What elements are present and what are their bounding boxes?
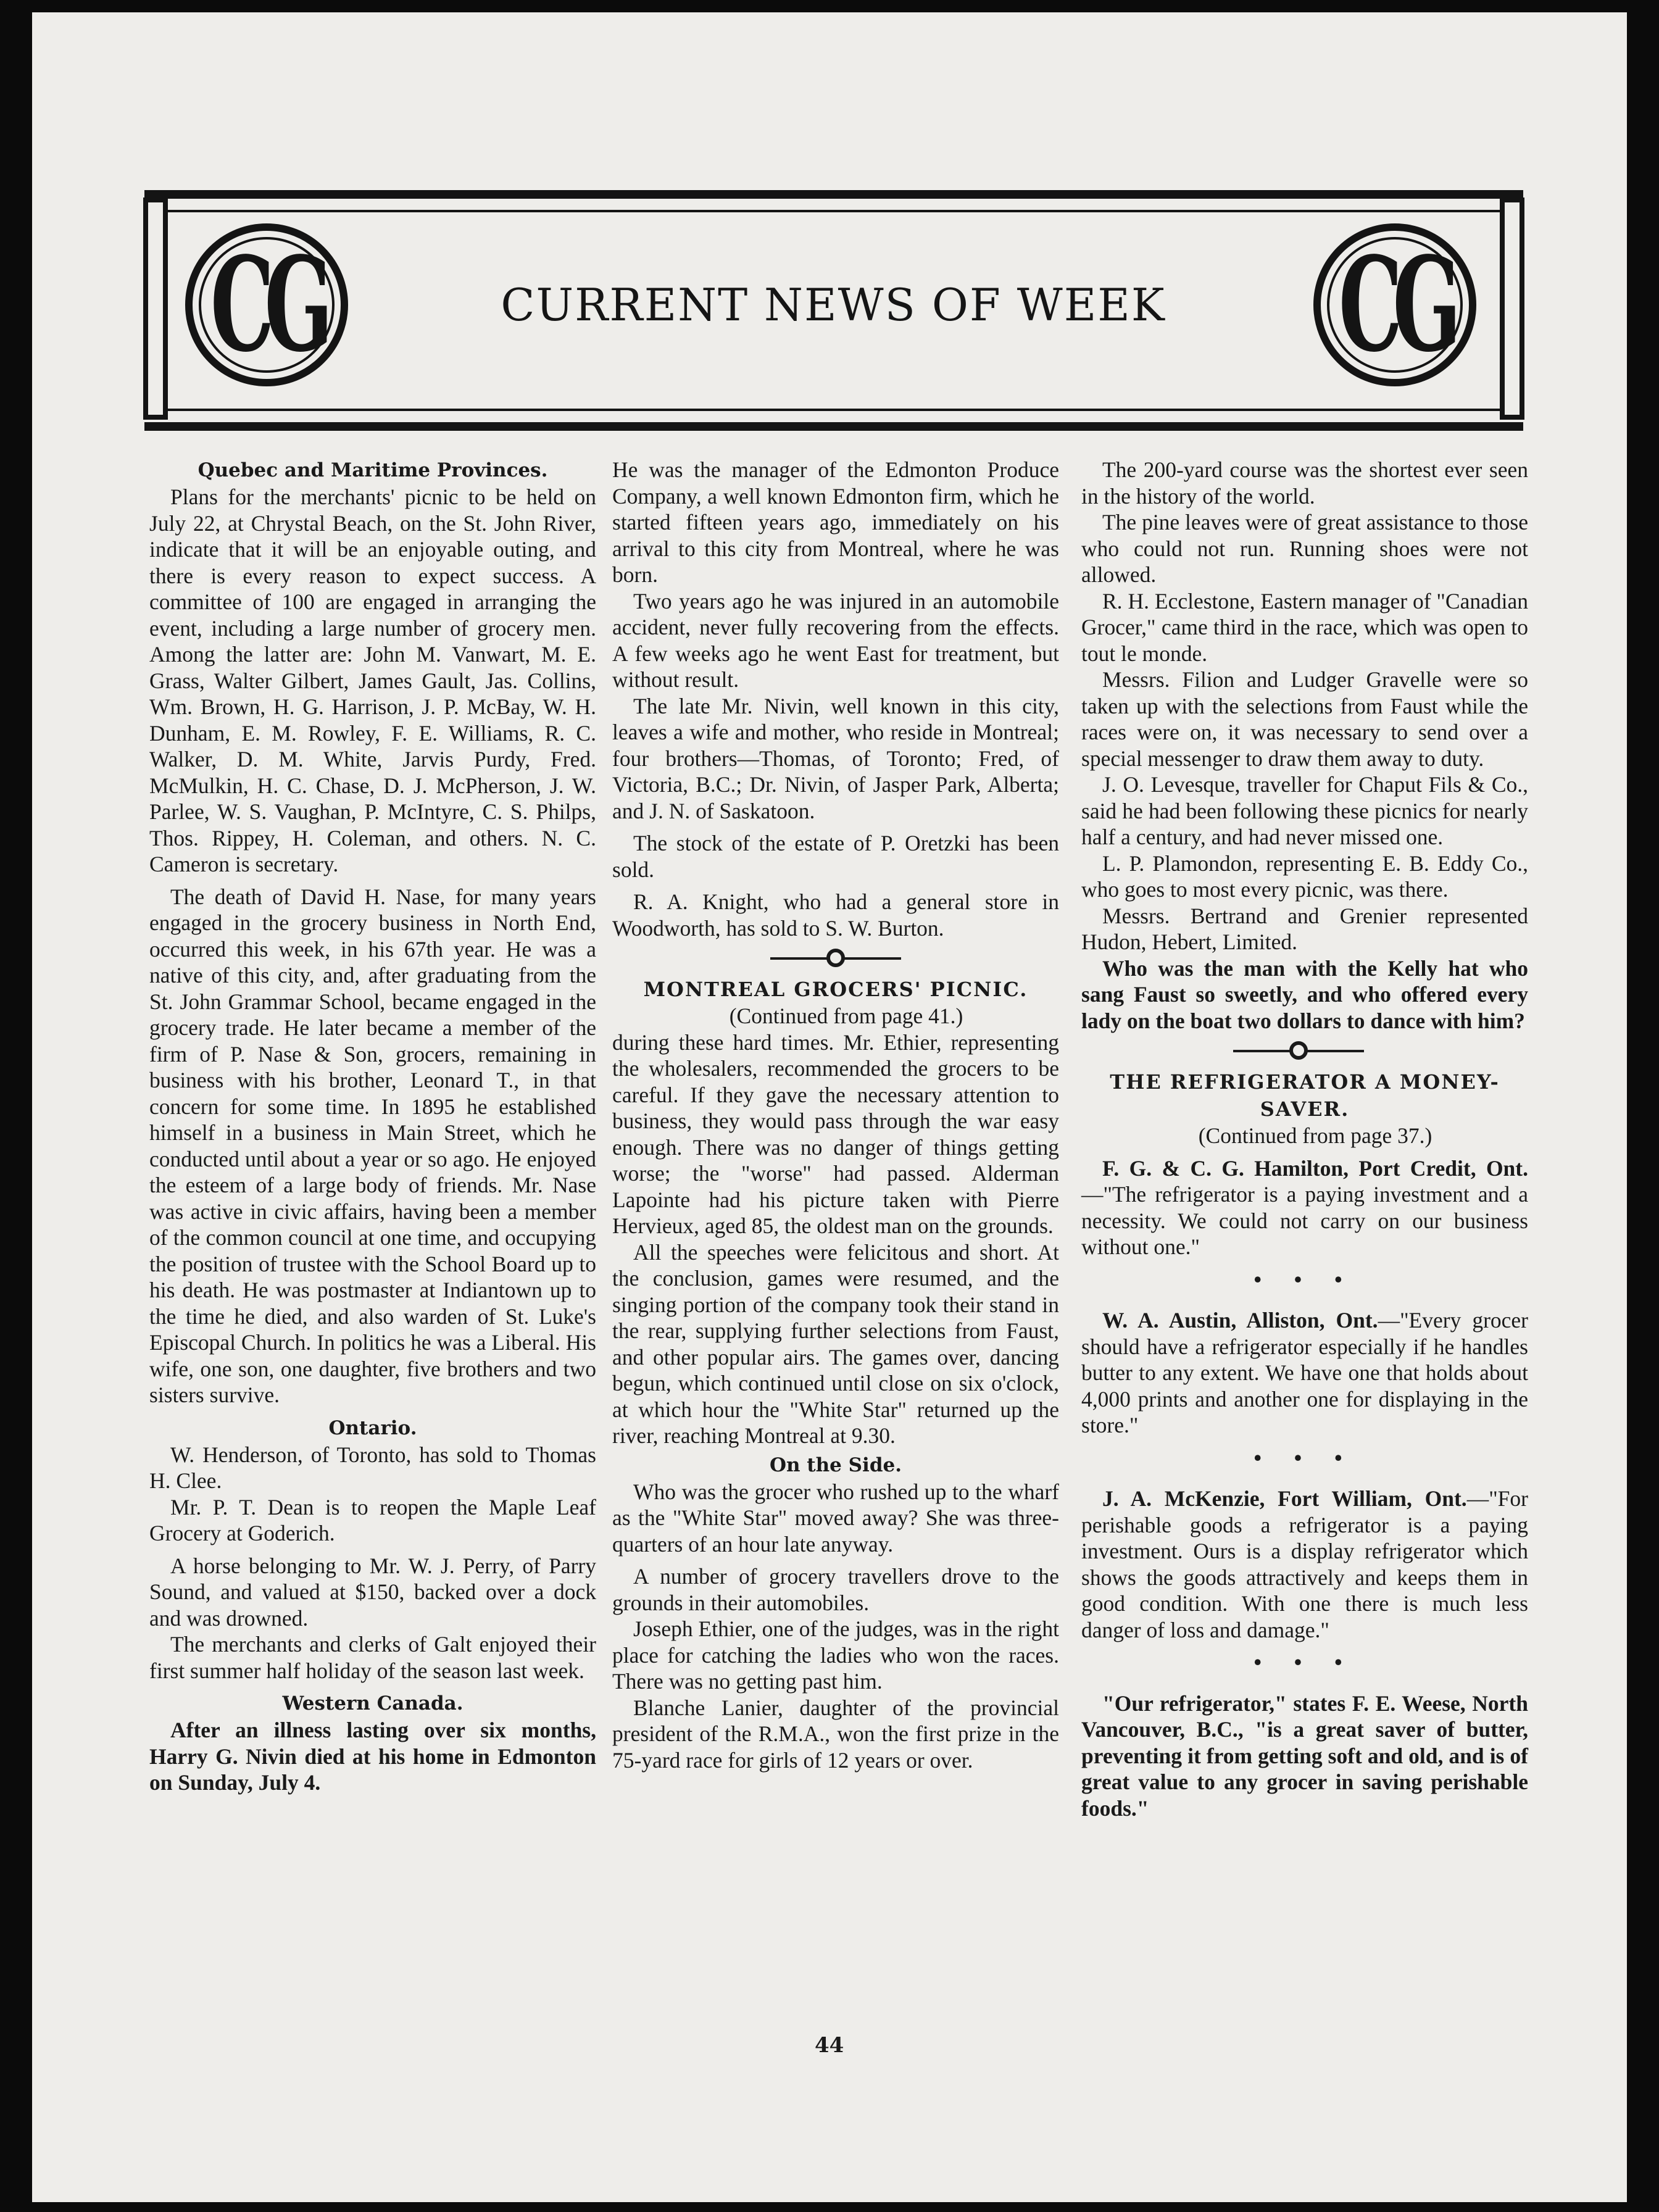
paragraph: Joseph Ethier, one of the judges, was in the right place for catching the ladies who won the races. There was no getting past him. (612, 1616, 1059, 1694)
quote-source: F. G. & C. G. Hamilton, Port Credit, Ont. (1102, 1155, 1528, 1181)
paragraph: Two years ago he was injured in an automobile accident, never fully recovering from the effects. A few weeks ago he went East for treatment, but without result. (612, 588, 1059, 692)
column-2 (612, 457, 1059, 1773)
section-heading-side: On the Side. (769, 1453, 902, 1476)
paragraph: The stock of the estate of P. Oretzki has been sold. (612, 831, 1059, 882)
quote-text: —"For perishable goods a refrigerator is a paying investment. Ours is a display refrigerator which shows the goods attractively and keeps them in good condition. With one there is much less danger of loss and damage." (1081, 1486, 1528, 1642)
paragraph: A horse belonging to Mr. W. J. Perry, of Parry Sound, and valued at $150, backed over a dock and was drowned. (149, 1553, 596, 1631)
paragraph: A number of grocery travellers drove to the grounds in their automobiles. (612, 1564, 1059, 1615)
cg-logo-right (1313, 223, 1476, 386)
section-heading-western: Western Canada. (282, 1692, 464, 1715)
section-heading-picnic: MONTREAL GROCERS' PICNIC. (643, 978, 1028, 1001)
quote-text: —"The refrigerator is a paying investment and a necessity. We could not carry on our business without one." (1081, 1182, 1528, 1259)
separator-stars: • • • (1254, 1650, 1356, 1674)
column-1 (149, 457, 596, 1796)
logo-text: CG (210, 228, 323, 381)
paragraph: Who was the man with the Kelly hat who sang Faust so sweetly, and who offered every lady on the boat two dollars to dance with him? (1081, 955, 1528, 1033)
continued-note: (Continued from page 37.) (1198, 1123, 1432, 1148)
ornament-line (770, 957, 830, 960)
quote-paragraph: "Our refrigerator," states F. E. Weese, North Vancouver, B.C., "is a great saver of butter, preventing it from getting soft and old, and is of great value to any grocer in saving perishable foods." (1081, 1690, 1528, 1821)
quote-source: J. A. McKenzie, Fort William, Ont. (1102, 1486, 1467, 1511)
paragraph: R. H. Ecclestone, Eastern manager of "Canadian Grocer," came third in the race, which was open to tout le monde. (1081, 588, 1528, 666)
paragraph: All the speeches were felicitous and short. At the conclusion, games were resumed, and the singing portion of the company took their stand in the rear, supplying further selections from Faust, and other popular airs. The games over, dancing begun, which continued until close on six o'clock, at which hour the "White Star" returned up the river, reaching Montreal at 9.30. (612, 1239, 1059, 1448)
quote-source: W. A. Austin, Alliston, Ont. (1102, 1308, 1378, 1333)
cg-logo-left (185, 223, 348, 386)
magazine-page (32, 12, 1627, 2202)
ornament-line (1233, 1050, 1292, 1052)
page-number: 44 (815, 2033, 844, 2058)
section-ornament (612, 941, 1059, 976)
paragraph: Plans for the merchants' picnic to be held on July 22, at Chrystal Beach, on the St. John River, indicate that it will be an enjoyable outing, and there is every reason to expect success. A committee of 100 are engaged in arranging the event, including a large number of grocery men. Among the latter are: John M. Vanwart, M. E. Grass, Walter Gilbert, James Gault, Jas. Collins, Wm. Brown, H. G. Harrison, J. P. McBay, W. H. Dunham, E. M. Rowley, F. E. Williams, R. C. Walker, D. M. White, Jarvis Purdy, Fred. McMulkin, H. C. Chase, D. J. McPherson, J. W. Parlee, W. S. Vaughan, P. McIntyre, C. S. Philps, Thos. Rippey, H. Coleman, and others. N. C. Cameron is secretary. (149, 484, 596, 876)
separator-stars: • • • (1254, 1266, 1356, 1292)
paragraph: The late Mr. Nivin, well known in this city, leaves a wife and mother, who reside in Montreal; four brothers—Thomas, of Toronto; Fred, of Victoria, B.C.; Dr. Nivin, of Jasper Park, Alberta; and J. N. of Saskatoon. (612, 693, 1059, 823)
paragraph: The merchants and clerks of Galt enjoyed their first summer half holiday of the season last week. (149, 1632, 596, 1683)
section-heading-ontario: Ontario. (328, 1416, 417, 1439)
section-heading-refrigerator: THE REFRIGERATOR A MONEY-SAVER. (1110, 1070, 1500, 1121)
paragraph: The pine leaves were of great assistance to those who could not run. Running shoes were not allowed. (1081, 510, 1528, 587)
paragraph: Who was the grocer who rushed up to the wharf as the "White Star" moved away? She was three-quarters of an hour late anyway. (612, 1479, 1059, 1557)
paragraph: After an illness lasting over six months, Harry G. Nivin died at his home in Edmonton on Sunday, July 4. (149, 1718, 596, 1795)
paragraph: W. Henderson, of Toronto, has sold to Thomas H. Clee. (149, 1442, 596, 1493)
paragraph: J. O. Levesque, traveller for Chaput Fils & Co., said he had been following these picnics for nearly half a century, and had never missed one. (1081, 772, 1528, 849)
quote-text: —"Every grocer should have a refrigerator especially if he handles butter to any extent. We have one that holds about 4,000 prints and another one for displaying in the store." (1081, 1308, 1528, 1437)
banner-right-bar (1500, 198, 1524, 420)
quote-paragraph (1081, 1155, 1528, 1260)
paragraph: The death of David H. Nase, for many years engaged in the grocery business in North End, occurred this week, in his 67th year. He was a native of this city, and, after graduating from the St. John Grammar School, became engaged in the grocery trade. He later became a member of the firm of P. Nase & Son, grocers, remaining in business with his brother, Leonard T., in that concern for some time. In 1895 he established himself in a business in Main Street, which he conducted until about a year or so ago. He enjoyed the esteem of a large body of friends. Mr. Nase was active in civic affairs, having been a member of the common council at one time, and occupying the position of trustee with the School Board up to his death. He was postmaster at Indiantown up to the time he died, and also warden of St. Luke's Episcopal Church. In politics he was a Liberal. His wife, one son, one daughter, five brothers and two sisters survive. (149, 884, 596, 1407)
paragraph: L. P. Plamondon, representing E. B. Eddy Co., who goes to most every picnic, was there. (1081, 850, 1528, 902)
paragraph: Mr. P. T. Dean is to reopen the Maple Leaf Grocery at Goderich. (149, 1494, 596, 1545)
logo-text: CG (1338, 228, 1452, 381)
ornament-line (1305, 1050, 1364, 1052)
quote-paragraph (1081, 1307, 1528, 1439)
paragraph: Messrs. Bertrand and Grenier represented Hudon, Hebert, Limited. (1081, 903, 1528, 954)
paragraph: Messrs. Filion and Ludger Gravelle were so taken up with the selections from Faust while the races were on, it was necessary to send over a special messenger to draw them away to duty. (1081, 667, 1528, 771)
column-3 (1081, 457, 1528, 1821)
ornament-line (842, 957, 901, 960)
paragraph: Blanche Lanier, daughter of the provincial president of the R.M.A., won the first prize in the 75-yard race for girls of 12 years or over. (612, 1695, 1059, 1773)
page-title: CURRENT NEWS OF WEEK (501, 279, 1166, 331)
paragraph: He was the manager of the Edmonton Produce Company, a well known Edmonton firm, which he started fifteen years ago, immediately on his arrival to this city from Montreal, where he was born. (612, 457, 1059, 587)
paragraph: during these hard times. Mr. Ethier, representing the wholesalers, recommended the grocers to be careful. If they gave the necessary attention to business, they would pass through the war easy enough. There was no danger of things getting worse; the "worse" had passed. Alderman Lapointe had his picture taken with Pierre Hervieux, aged 85, the oldest man on the grounds. (612, 1029, 1059, 1238)
separator-stars: • • • (1254, 1445, 1356, 1470)
quote-paragraph (1081, 1486, 1528, 1643)
paragraph: R. A. Knight, who had a general store in Woodworth, has sold to S. W. Burton. (612, 889, 1059, 941)
paragraph: The 200-yard course was the shortest ever seen in the history of the world. (1081, 457, 1528, 509)
banner-left-bar (143, 198, 168, 420)
section-ornament (1081, 1034, 1528, 1068)
section-heading-quebec: Quebec and Maritime Provinces. (198, 459, 548, 481)
continued-note: (Continued from page 41.) (729, 1004, 963, 1028)
